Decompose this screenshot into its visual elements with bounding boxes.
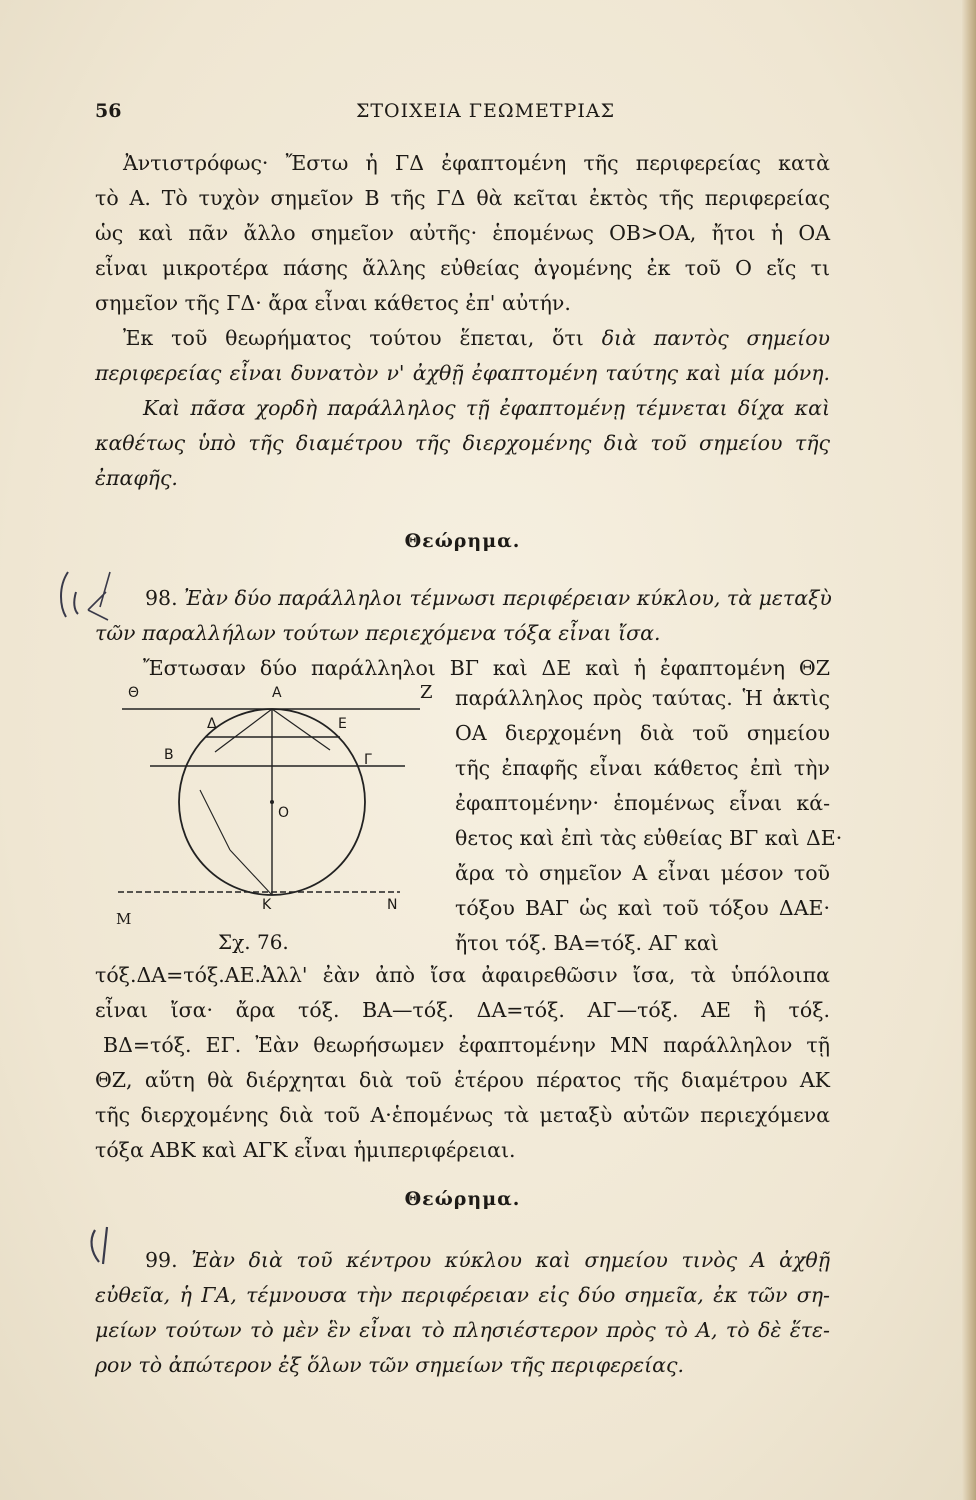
text-line: ΘΖ, αὕτη θὰ διέρχηται διὰ τοῦ ἑτέρου πέρατος τῆς διαμέτρου ΑΚ bbox=[95, 1068, 830, 1092]
theorem-number: 99. bbox=[145, 1248, 178, 1272]
label-e: Ε bbox=[338, 716, 347, 732]
text-line bbox=[95, 323, 830, 353]
text-line: τῆς ἐπαφῆς εἶναι κάθετος ἐπὶ τὴν bbox=[455, 756, 830, 780]
text-line bbox=[95, 1245, 830, 1275]
geometry-diagram bbox=[110, 680, 430, 930]
figure-caption: Σχ. 76. bbox=[218, 930, 289, 954]
corollary-plain: Ἐκ τοῦ θεωρήματος τούτου ἕπεται, ὅτι bbox=[123, 326, 584, 350]
page-header bbox=[95, 100, 876, 130]
label-n: Ν bbox=[387, 897, 398, 913]
label-k: Κ bbox=[262, 897, 272, 913]
running-head: ΣΤΟΙΧΕΙΑ ΓΕΩΜΕΤΡΙΑΣ bbox=[355, 100, 616, 122]
text-line bbox=[95, 583, 830, 613]
text-line: εἶναι ἴσα· ἄρα τόξ. ΒΑ—τόξ. ΔΑ=τόξ. ΑΓ—τόξ. ΑΕ ἢ τόξ. bbox=[95, 998, 830, 1022]
inner-segment bbox=[200, 790, 230, 850]
label-b: Β bbox=[164, 747, 174, 763]
text-line: ἤτοι τόξ. ΒΑ=τόξ. ΑΓ καὶ bbox=[455, 931, 719, 955]
segment-a-e bbox=[272, 709, 330, 750]
text-line: σημεῖον τῆς ΓΔ· ἄρα εἶναι κάθετος ἐπ' αὐτήν. bbox=[95, 291, 571, 315]
label-o: Ο bbox=[278, 805, 290, 821]
segment-a-delta bbox=[215, 709, 272, 752]
figure-76 bbox=[110, 680, 433, 930]
text-line: ΟΑ διερχομένη διὰ τοῦ σημείου bbox=[455, 721, 830, 745]
text-line: Καὶ πᾶσα χορδὴ παράλληλος τῇ ἐφαπτομένῃ τέμνεται δίχα καὶ bbox=[143, 396, 830, 420]
text-line: ρον τὸ ἀπώτερον ἐξ ὅλων τῶν σημείων τῆς περιφερείας. bbox=[95, 1353, 684, 1377]
label-g: Γ bbox=[364, 752, 372, 768]
text-line: Ἀντιστρόφως· Ἔστω ἡ ΓΔ ἐφαπτομένη τῆς περιφερείας κατὰ bbox=[123, 151, 830, 175]
text-line: ἐφαπτομένην· ἑπομένως εἶναι κά- bbox=[455, 791, 830, 815]
text-line: εὐθεῖα, ἡ ΓΑ, τέμνουσα τὴν περιφέρειαν εἰς δύο σημεῖα, ἐκ τῶν ση- bbox=[95, 1283, 830, 1307]
text-line: παράλληλος πρὸς ταύτας. Ἡ ἀκτὶς bbox=[455, 686, 830, 710]
theorem-number: 98. bbox=[145, 586, 178, 610]
corollary-italic: διὰ παντὸς σημείου bbox=[601, 326, 830, 350]
text-line: ἐπαφῆς. bbox=[95, 466, 178, 490]
text-line: μείων τούτων τὸ μὲν ἓν εἶναι τὸ πλησιέστερον πρὸς τὸ Α, τὸ δὲ ἕτε- bbox=[95, 1318, 830, 1342]
text-line: εἶναι μικροτέρα πάσης ἄλλης εὐθείας ἀγομένης ἐκ τοῦ Ο εἴς τι bbox=[95, 256, 830, 280]
label-a: Α bbox=[272, 685, 282, 701]
text-line: περιφερείας εἶναι δυνατὸν ν' ἀχθῇ ἐφαπτομένη ταύτης καὶ μία μόνη. bbox=[95, 361, 830, 385]
text-line: τόξ.ΔΑ=τόξ.ΑΕ.Ἀλλ' ἐὰν ἀπὸ ἴσα ἀφαιρεθῶσιν ἴσα, τὰ ὑπόλοιπα bbox=[95, 963, 830, 987]
page-edge bbox=[962, 0, 976, 1500]
text-line: τόξα ΑΒΚ καὶ ΑΓΚ εἶναι ἡμιπεριφέρειαι. bbox=[95, 1138, 516, 1162]
text-line: τῆς διερχομένης διὰ τοῦ Α·ἑπομένως τὰ μεταξὺ αὐτῶν περιεχόμενα bbox=[95, 1103, 830, 1127]
text-line: καθέτως ὑπὸ τῆς διαμέτρου τῆς διερχομένης διὰ τοῦ σημείου τῆς bbox=[95, 431, 830, 455]
theorem-statement: Ἐὰν διὰ τοῦ κέντρου κύκλου καὶ σημείου τινὸς Α ἀχθῇ bbox=[191, 1248, 830, 1272]
text-line: Ἔστωσαν δύο παράλληλοι ΒΓ καὶ ΔΕ καὶ ἡ ἐφαπτομένη ΘΖ bbox=[143, 656, 830, 680]
text-line: ἄρα τὸ σημεῖον Α εἶναι μέσον τοῦ bbox=[455, 861, 830, 885]
center-point bbox=[270, 800, 274, 804]
theorem-title: Θεώρημα. bbox=[404, 530, 521, 552]
label-delta: Δ bbox=[207, 716, 217, 732]
label-z: Ζ bbox=[420, 682, 433, 703]
text-line: τόξου ΒΑΓ ὡς καὶ τοῦ τόξου ΔΑΕ· bbox=[455, 896, 830, 920]
text-line: τῶν παραλλήλων τούτων περιεχόμενα τόξα εἶναι ἴσα. bbox=[95, 621, 661, 645]
theorem-statement: Ἐὰν δύο παράλληλοι τέμνωσι περιφέρειαν κύκλου, τὰ μεταξὺ bbox=[184, 586, 832, 610]
label-theta: Θ bbox=[128, 685, 140, 701]
page-number: 56 bbox=[95, 100, 122, 122]
text-line: ὡς καὶ πᾶν ἄλλο σημεῖον αὐτῆς· ἑπομένως ΟΒ>ΟΑ, ἤτοι ἡ ΟΑ bbox=[95, 221, 830, 245]
text-line: τὸ Α. Τὸ τυχὸν σημεῖον Β τῆς ΓΔ θὰ κεῖται ἐκτὸς τῆς περιφερείας bbox=[95, 186, 830, 210]
text-line: ΒΔ=τόξ. ΕΓ. Ἐὰν θεωρήσωμεν ἐφαπτομένην ΜΝ παράλληλον τῇ bbox=[103, 1033, 830, 1057]
theorem-title: Θεώρημα. bbox=[404, 1188, 521, 1210]
text-line: θετος καὶ ἐπὶ τὰς εὐθείας ΒΓ καὶ ΔΕ· bbox=[455, 826, 843, 850]
label-m: Μ bbox=[116, 910, 132, 928]
